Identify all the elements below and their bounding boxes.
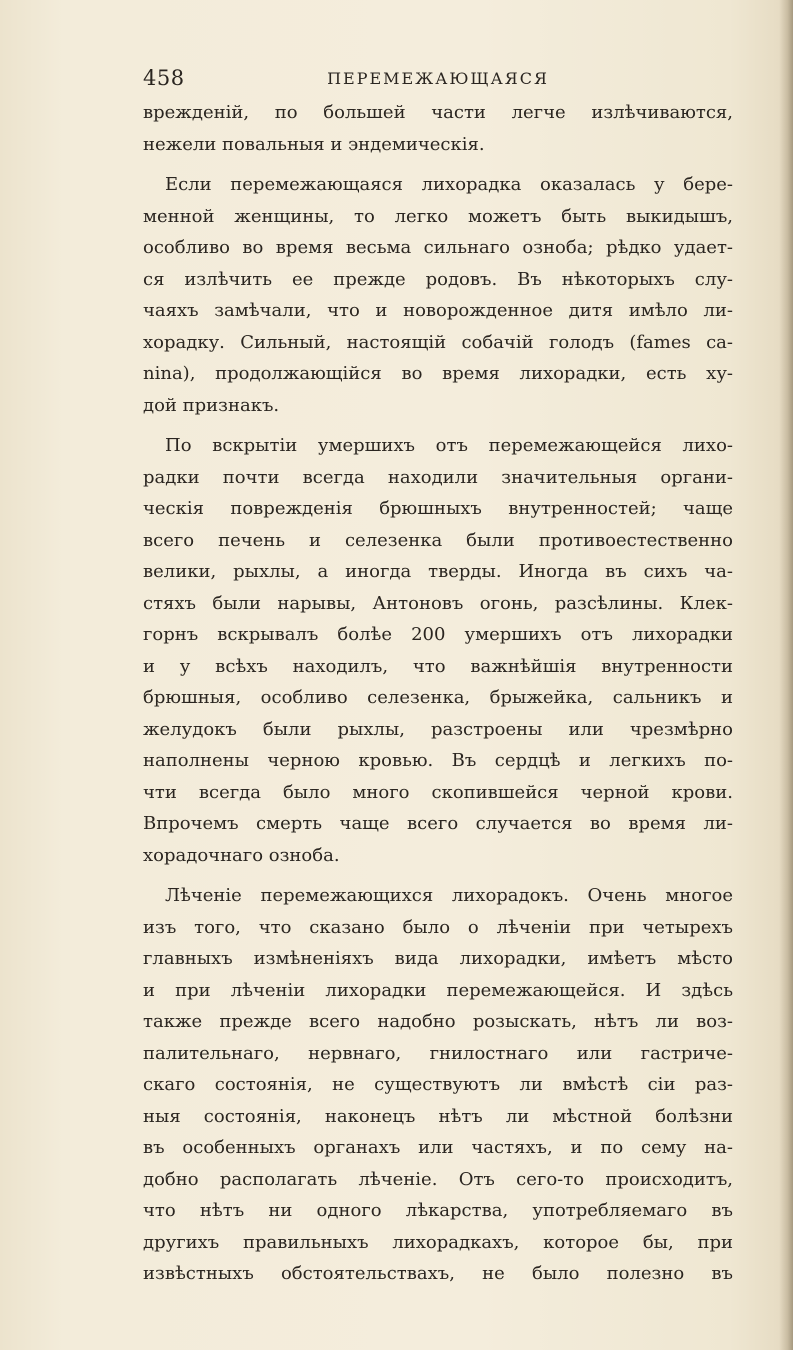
text-line: хорадочнаго озноба.	[143, 844, 340, 866]
text-line: брюшныя, особливо селезенка, брыжейка, сальникъ и	[143, 687, 733, 708]
page-edge-shadow	[779, 0, 793, 1350]
paragraph	[143, 430, 733, 871]
text-line: Впрочемъ смерть чаще всего случается во время ли-	[143, 813, 733, 834]
page-header	[143, 66, 733, 96]
text-line: желудокъ были рыхлы, разстроены или чрезмѣрно	[143, 718, 733, 740]
text-line: изъ того, что сказано было о лѣченіи при четырехъ	[143, 916, 733, 938]
text-line: nina), продолжающійся во время лихорадки, есть ху-	[143, 363, 733, 384]
text-line: что нѣтъ ни одного лѣкарства, употребляемаго въ	[143, 1200, 733, 1221]
text-line: стяхъ были нарывы, Антоновъ огонь, разсѣлины. Клек-	[143, 592, 733, 614]
text-line: другихъ правильныхъ лихорадкахъ, которое бы, при	[143, 1231, 733, 1253]
text-line: дой признакъ.	[143, 394, 280, 416]
text-line: хорадку. Сильный, настоящій собачій голодъ (fames ca-	[143, 331, 733, 353]
text-line: скаго состоянія, не существуютъ ли вмѣстѣ сіи раз-	[143, 1074, 733, 1095]
running-head: ПЕРЕМЕЖАЮЩАЯСЯ	[327, 69, 549, 88]
text-line: особливо во время весьма сильнаго озноба; рѣдко удает-	[143, 237, 733, 258]
text-line: въ особенныхъ органахъ или частяхъ, и по сему на-	[143, 1137, 733, 1158]
text-line: ныя состоянія, наконецъ нѣтъ ли мѣстной болѣзни	[143, 1105, 733, 1127]
body-text	[143, 97, 733, 1290]
text-line: Если перемежающаяся лихорадка оказалась у бере-	[165, 174, 733, 195]
text-line: менной женщины, то легко можетъ быть выкидышъ,	[143, 205, 733, 227]
text-line: врежденій, по большей части легче излѣчиваются,	[143, 102, 733, 123]
paragraph	[143, 880, 733, 1290]
text-line: чти всегда было много скопившейся черной крови.	[143, 781, 733, 803]
text-line: наполнены черною кровью. Въ сердцѣ и легкихъ по-	[143, 750, 733, 771]
text-line: нежели повальныя и эндемическія.	[143, 133, 485, 155]
text-line: всего печень и селезенка были противоестественно	[143, 529, 733, 551]
text-line: также прежде всего надобно розыскать, нѣтъ ли воз-	[143, 1011, 733, 1032]
paragraph	[143, 97, 733, 160]
text-line: По вскрытіи умершихъ отъ перемежающейся лихо-	[165, 435, 733, 456]
text-line: и при лѣченіи лихорадки перемежающейся. И здѣсь	[143, 979, 733, 1001]
page-number: 458	[143, 66, 185, 90]
text-line: ся излѣчить ее прежде родовъ. Въ нѣкоторыхъ слу-	[143, 268, 733, 290]
text-line: добно располагать лѣченіе. Отъ сего-то происходитъ,	[143, 1168, 733, 1190]
text-line: ческія поврежденія брюшныхъ внутренностей; чаще	[143, 498, 733, 519]
text-line: велики, рыхлы, а иногда тверды. Иногда въ сихъ ча-	[143, 561, 733, 582]
text-line: горнъ вскрывалъ болѣе 200 умершихъ отъ лихорадки	[143, 624, 733, 645]
text-line: Лѣченіе перемежающихся лихорадокъ. Очень многое	[165, 885, 733, 906]
text-line: главныхъ измѣненіяхъ вида лихорадки, имѣетъ мѣсто	[143, 948, 733, 969]
text-line: извѣстныхъ обстоятельствахъ, не было полезно въ	[143, 1263, 733, 1284]
text-line: и у всѣхъ находилъ, что важнѣйшія внутренности	[143, 655, 733, 677]
text-line: чаяхъ замѣчали, что и новорожденное дитя имѣло ли-	[143, 300, 733, 321]
text-line: радки почти всегда находили значительныя органи-	[143, 466, 733, 488]
paragraph	[143, 169, 733, 421]
text-line: палительнаго, нервнаго, гнилостнаго или гастриче-	[143, 1042, 733, 1064]
